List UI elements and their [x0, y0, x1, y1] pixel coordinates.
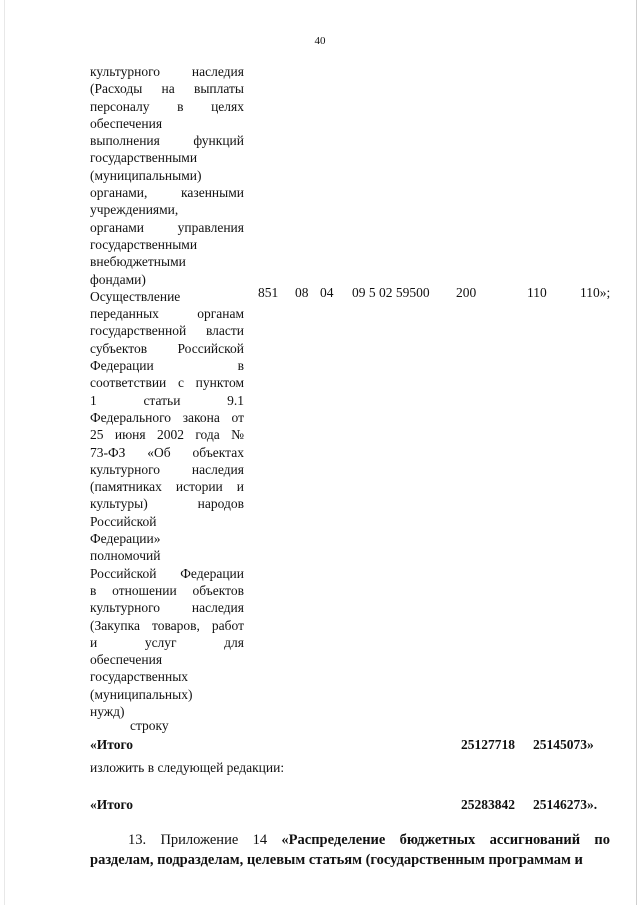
prev_row_lines-line: органами управления	[90, 219, 244, 235]
row_lines-line: соответствии с пунктом	[90, 375, 244, 391]
row_lines-line: в отношении объектов	[90, 582, 244, 598]
row_lines-line: (памятниках истории и	[90, 479, 244, 495]
itogo-new-label: «Итого	[90, 797, 133, 812]
row_lines-line: государственной власти	[90, 323, 244, 339]
row_lines-line: культурного наследия	[90, 600, 244, 616]
itogo-old-value-1: 25127718	[461, 737, 515, 752]
prev_row_lines-line: (муниципальными)	[90, 167, 202, 183]
row-description	[90, 63, 244, 720]
itogo-new-value-2: 25146273».	[533, 797, 598, 812]
prev_row_lines-line: фондами)	[90, 271, 146, 287]
row_lines-line: субъектов Российской	[90, 340, 244, 356]
edit-instruction: изложить в следующей редакции:	[90, 760, 285, 775]
row_lines-line: Федерации в	[90, 358, 244, 374]
row_lines-line: обеспечения	[90, 652, 163, 668]
section-code: 08	[295, 285, 309, 300]
row_lines-line: Осуществление	[90, 288, 181, 304]
row_lines-line: Российской	[90, 513, 157, 529]
prev_row_lines-line: учреждениями,	[90, 202, 179, 218]
prev_row_lines-line: персоналу в целях	[90, 98, 244, 114]
row_lines-line: культурного наследия	[90, 461, 244, 477]
subsection-code: 04	[320, 285, 334, 300]
prev_row_lines-line: выполнения функций	[90, 133, 244, 149]
row_lines-line: государственных	[90, 669, 189, 685]
prev_row_lines-line: государственными	[90, 236, 198, 252]
prev_row_lines-line: (Расходы на выплаты	[90, 81, 244, 97]
row_lines-line: и услуг для	[90, 634, 244, 650]
prev_row_lines-line: внебюджетными	[90, 254, 186, 270]
row_lines-line: 73-ФЗ «Об объектах	[90, 444, 244, 460]
ministry-code: 851	[258, 285, 279, 300]
prev_row_lines-line: культурного наследия	[90, 64, 244, 79]
stroku-label: строку	[130, 718, 169, 733]
row_lines-line: (муниципальных)	[90, 686, 193, 702]
paragraph-13	[90, 830, 610, 870]
row_lines-line: Федерации»	[90, 531, 161, 547]
prev_row_lines-line: органами, казенными	[90, 185, 244, 201]
row_lines-line: 25 июня 2002 года №	[90, 427, 244, 443]
row_lines-line: переданных органам	[90, 306, 244, 322]
prev_row_lines-line: обеспечения	[90, 115, 163, 131]
row_lines-line: Российской Федерации	[90, 565, 244, 581]
paragraph-number: 13. Приложение 14	[128, 832, 282, 848]
row_lines-line: (Закупка товаров, работ	[90, 617, 244, 633]
itogo-old-label: «Итого	[90, 737, 133, 752]
row_lines-line: Федерального закона от	[90, 409, 244, 425]
row_lines-line: полномочий	[90, 548, 161, 564]
target-article-code: 09 5 02 59500	[352, 285, 430, 300]
scan-edge-left	[4, 0, 5, 905]
prev_row_lines-line: государственными	[90, 150, 198, 166]
sum-2021: 110»;	[580, 285, 611, 300]
row_lines-line: культуры) народов	[90, 496, 244, 512]
sum-2020: 110	[527, 285, 547, 300]
scan-edge-right	[636, 0, 637, 905]
page-number: 40	[314, 35, 326, 47]
itogo-old-value-2: 25145073»	[533, 737, 594, 752]
paragraph-bold-title: «Распределение бюджетных ассигнований по разделам, подразделам, целевым статьям (государственным программам и	[90, 832, 610, 868]
row_lines-line: 1 статьи 9.1	[90, 392, 244, 408]
row_lines-line: нужд)	[90, 703, 125, 719]
itogo-new-value-1: 25283842	[461, 797, 515, 812]
expense-type-code: 200	[456, 285, 477, 300]
